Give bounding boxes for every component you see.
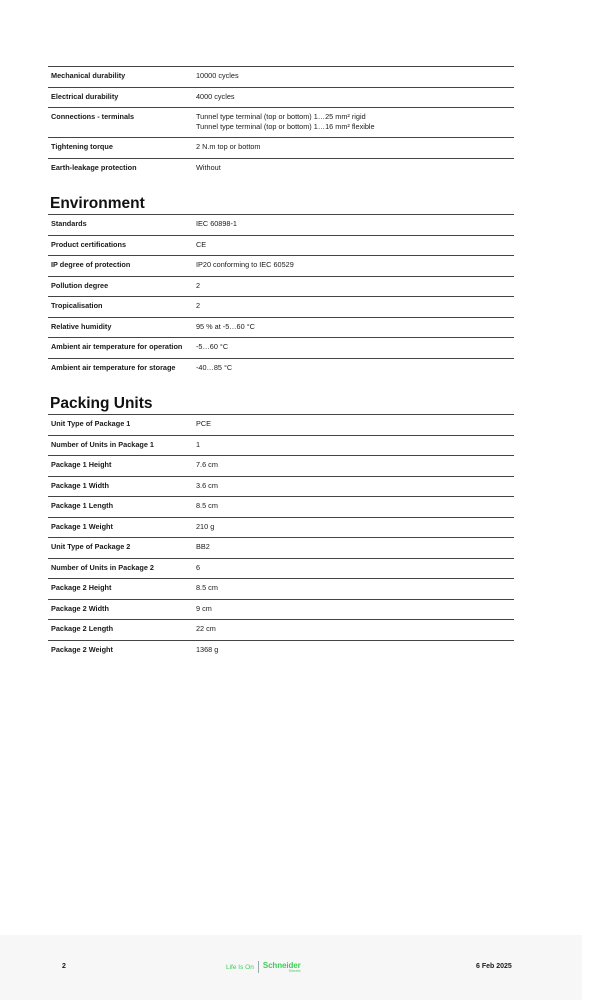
spec-value xyxy=(190,640,514,660)
spec-row xyxy=(48,256,514,277)
brand-name: Schneider xyxy=(262,960,301,970)
spec-value xyxy=(190,138,514,159)
spec-row xyxy=(48,497,514,518)
spec-row xyxy=(48,276,514,297)
spec-table-top xyxy=(48,66,514,178)
spec-value xyxy=(190,538,514,559)
spec-value xyxy=(190,338,514,359)
spec-label: Unit Type of Package 2 xyxy=(51,542,131,551)
spec-row xyxy=(48,67,514,88)
spec-value xyxy=(190,435,514,456)
spec-value xyxy=(190,87,514,108)
spec-value xyxy=(190,358,514,378)
spec-value-line: 9 cm xyxy=(196,603,212,613)
brand-sub: Electric xyxy=(289,968,301,973)
brand-divider xyxy=(258,961,259,973)
spec-label: Package 1 Height xyxy=(51,460,112,469)
spec-row xyxy=(48,138,514,159)
section-title-packing-units: Packing Units xyxy=(50,395,153,412)
spec-value-line: PCE xyxy=(196,419,212,428)
spec-value-line: 210 g xyxy=(196,521,215,531)
spec-label: Standards xyxy=(51,219,87,228)
spec-label: Tightening torque xyxy=(51,142,113,151)
spec-value xyxy=(190,599,514,620)
spec-label: Ambient air temperature for storage xyxy=(51,362,176,372)
spec-label: Pollution degree xyxy=(51,280,109,290)
spec-row xyxy=(48,358,514,378)
spec-value-line: -40…85 °C xyxy=(196,362,233,372)
spec-row xyxy=(48,640,514,660)
spec-row xyxy=(48,415,514,436)
spec-value xyxy=(190,235,514,256)
spec-row xyxy=(48,108,514,138)
spec-value xyxy=(190,158,514,178)
spec-row xyxy=(48,215,514,236)
spec-label: Package 1 Weight xyxy=(51,521,113,531)
publication-date: 6 Feb 2025 xyxy=(476,963,512,970)
brand-tagline: Life Is On xyxy=(226,963,254,971)
spec-value-line: 8.5 cm xyxy=(196,501,218,510)
spec-row xyxy=(48,558,514,579)
spec-label: Mechanical durability xyxy=(51,71,126,80)
spec-label: Electrical durability xyxy=(51,91,119,101)
spec-label: Package 2 Width xyxy=(51,603,109,613)
spec-value xyxy=(190,558,514,579)
spec-label: Number of Units in Package 2 xyxy=(51,562,154,572)
spec-value xyxy=(190,476,514,497)
spec-row xyxy=(48,456,514,477)
spec-label: Relative humidity xyxy=(51,321,112,331)
spec-row xyxy=(48,435,514,456)
spec-row xyxy=(48,317,514,338)
spec-label: Number of Units in Package 1 xyxy=(51,439,154,449)
spec-value-line: 7.6 cm xyxy=(196,460,218,469)
spec-value-line: 8.5 cm xyxy=(196,583,218,592)
spec-value xyxy=(190,256,514,277)
spec-value xyxy=(190,297,514,318)
spec-label: Package 2 Weight xyxy=(51,644,113,654)
spec-row xyxy=(48,297,514,318)
spec-value xyxy=(190,67,514,88)
spec-row xyxy=(48,538,514,559)
spec-row xyxy=(48,338,514,359)
spec-value-line: 2 xyxy=(196,301,201,310)
spec-label: Package 2 Length xyxy=(51,624,114,633)
spec-row xyxy=(48,620,514,641)
section-title-environment: Environment xyxy=(50,195,145,212)
spec-value-line: -5…60 °C xyxy=(196,342,229,351)
spec-value-line: IEC 60898-1 xyxy=(196,219,237,228)
spec-value-line: BB2 xyxy=(196,542,210,551)
spec-value-line: 6 xyxy=(196,562,201,572)
brand-logo xyxy=(226,959,301,975)
spec-row xyxy=(48,158,514,178)
schneider-logo-icon xyxy=(263,962,301,973)
spec-value xyxy=(190,415,514,436)
spec-label: Tropicalisation xyxy=(51,301,103,310)
spec-label: IP degree of protection xyxy=(51,260,131,269)
spec-row xyxy=(48,579,514,600)
spec-value-line: Tunnel type terminal (top or bottom) 1…16 mm² flexible xyxy=(196,121,375,131)
spec-label: Package 1 Length xyxy=(51,501,114,510)
page-footer xyxy=(0,935,582,1000)
spec-label: Package 2 Height xyxy=(51,583,112,592)
spec-row xyxy=(48,476,514,497)
spec-table-environment xyxy=(48,214,514,378)
spec-value-line: 3.6 cm xyxy=(196,480,218,490)
spec-value-line: CE xyxy=(196,239,207,249)
spec-value xyxy=(190,517,514,538)
spec-value-line: IP20 conforming to IEC 60529 xyxy=(196,260,294,269)
spec-label: Ambient air temperature for operation xyxy=(51,342,183,351)
spec-value xyxy=(190,579,514,600)
spec-label: Product certifications xyxy=(51,239,127,249)
spec-table-packing-units xyxy=(48,414,514,660)
datasheet-content xyxy=(48,66,514,660)
spec-value-line: 2 xyxy=(196,280,201,290)
spec-row xyxy=(48,599,514,620)
spec-value-line: 4000 cycles xyxy=(196,91,235,101)
spec-value-line: 10000 cycles xyxy=(196,71,239,80)
spec-value-line: Without xyxy=(196,162,221,172)
spec-label: Package 1 Width xyxy=(51,480,109,490)
spec-value-line: 2 N.m top or bottom xyxy=(196,142,261,151)
spec-value xyxy=(190,456,514,477)
page-number: 2 xyxy=(62,963,66,970)
spec-value xyxy=(190,317,514,338)
spec-value xyxy=(190,620,514,641)
spec-value-line: 1368 g xyxy=(196,644,219,654)
spec-value xyxy=(190,276,514,297)
spec-value-line: 22 cm xyxy=(196,624,216,633)
spec-row xyxy=(48,517,514,538)
spec-value xyxy=(190,497,514,518)
spec-value-line: 95 % at -5…60 °C xyxy=(196,321,255,331)
spec-label: Earth-leakage protection xyxy=(51,162,137,172)
spec-row xyxy=(48,87,514,108)
spec-value-line: 1 xyxy=(196,439,201,449)
spec-label: Connections - terminals xyxy=(51,112,135,121)
spec-value xyxy=(190,215,514,236)
spec-row xyxy=(48,235,514,256)
spec-value xyxy=(190,108,514,138)
spec-label: Unit Type of Package 1 xyxy=(51,419,131,428)
spec-value-line: Tunnel type terminal (top or bottom) 1…25 mm² rigid xyxy=(196,112,366,121)
